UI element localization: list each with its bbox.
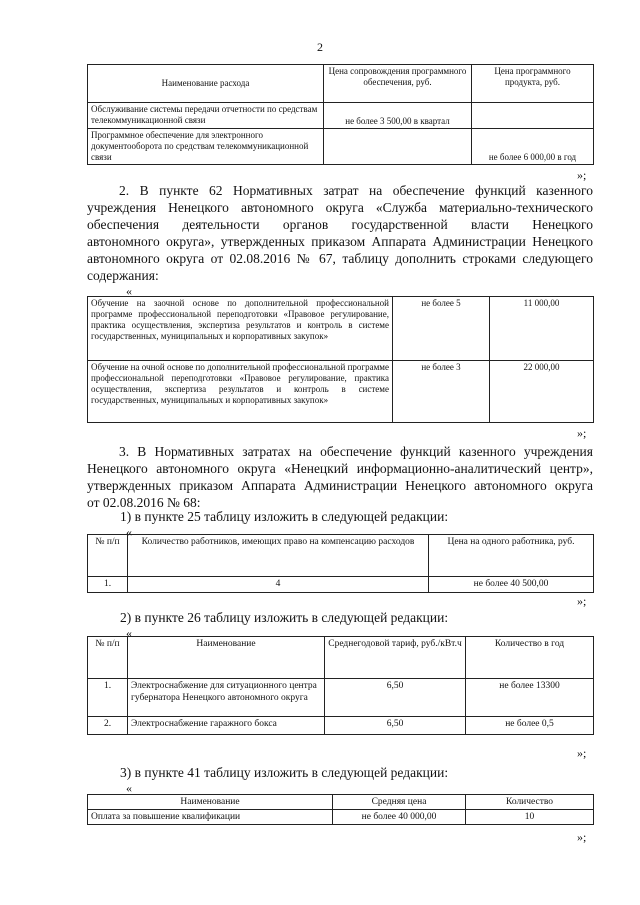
table-cell: не более 0,5 [466, 717, 594, 735]
table-cell: Обслуживание системы передачи отчетности по средствам телекоммуникационной связи [88, 103, 324, 129]
table-cell: Обучение на очной основе по дополнительной профессиональной программе профессиональной переподготовки «Правовое регулирование, практика осуществления, экспертиза результатов и контроль в системе государственных, муниципальных и корпоративных закупок» [88, 361, 393, 423]
page-number: 2 [317, 40, 323, 54]
paragraph-3 [87, 443, 593, 511]
closing-quote: »; [577, 830, 587, 844]
table-cell: 6,50 [325, 679, 466, 717]
closing-quote: »; [577, 426, 587, 440]
opening-quote: « [126, 525, 132, 539]
table-cell: 11 000,00 [490, 297, 594, 361]
col-header-number: № п/п [88, 637, 128, 679]
col-header-average-price: Средняя цена [333, 795, 466, 810]
table-cell: Оплата за повышение квалификации [88, 810, 333, 825]
compensation-table [87, 534, 594, 593]
item-1-text: 1) в пункте 25 таблицу изложить в следующей редакции: [120, 509, 449, 524]
table-cell: не более 6 000,00 в год [472, 129, 594, 165]
table-cell [324, 129, 472, 165]
table-cell: Электроснабжение для ситуационного центра губернатора Ненецкого автономного округа [128, 679, 325, 717]
text-line: от 02.08.2016 № 68: [87, 495, 201, 510]
table-cell: не более 5 [393, 297, 490, 361]
col-header-price-per-employee: Цена на одного работника, руб. [429, 535, 594, 577]
text-line: 2. В пункте 62 Нормативных затрат на обеспечение функций казенного [119, 183, 593, 198]
item-2-text: 2) в пункте 26 таблицу изложить в следующей редакции: [120, 610, 449, 625]
col-header-support-price: Цена сопровождения программного обеспечения, руб. [324, 65, 472, 103]
table-cell: не более 3 [393, 361, 490, 423]
table-cell: 2. [88, 717, 128, 735]
table-cell: 4 [128, 577, 429, 593]
text-line: обеспечения деятельности органов государственной власти Ненецкого [87, 217, 593, 232]
text-line: содержания: [87, 268, 159, 283]
qualification-table [87, 794, 594, 825]
paragraph-2 [87, 182, 593, 284]
table-cell: не более 3 500,00 в квартал [324, 103, 472, 129]
software-cost-table [87, 64, 594, 165]
col-header-tariff: Среднегодовой тариф, руб./кВт.ч [325, 637, 466, 679]
table-cell: 1. [88, 577, 128, 593]
table-cell [472, 103, 594, 129]
closing-quote: »; [577, 168, 587, 182]
text-line: автономного округа», утвержденных приказом Аппарата Администрации Ненецкого [87, 234, 593, 249]
table-cell: Обучение на заочной основе по дополнительной профессиональной программе профессиональной переподготовки «Правовое регулирование, практика осуществления, экспертиза результатов и контроль в системе государственных, муниципальных и корпоративных закупок» [88, 297, 393, 361]
item-3-text: 3) в пункте 41 таблицу изложить в следующей редакции: [120, 765, 449, 780]
col-header-product-price: Цена программного продукта, руб. [472, 65, 594, 103]
opening-quote: « [126, 626, 132, 640]
col-header-name: Наименование [88, 795, 333, 810]
table-cell: 6,50 [325, 717, 466, 735]
closing-quote: »; [577, 746, 587, 760]
col-header-expense-name: Наименование расхода [88, 65, 324, 103]
col-header-employees: Количество работников, имеющих право на компенсацию расходов [128, 535, 429, 577]
col-header-quantity: Количество в год [466, 637, 594, 679]
training-table [87, 296, 594, 423]
text-line: автономного округа от 02.08.2016 № 67, таблицу дополнить строками следующего [87, 251, 593, 266]
opening-quote: « [126, 284, 132, 298]
col-header-name: Наименование [128, 637, 325, 679]
text-line: 3. В Нормативных затратах на обеспечение функций казенного учреждения [119, 444, 593, 459]
text-line: Ненецкого автономного округа «Ненецкий информационно-аналитический центр», [87, 461, 593, 476]
table-cell: не более 13300 [466, 679, 594, 717]
col-header-quantity: Количество [466, 795, 594, 810]
table-cell: Программное обеспечение для электронного документооборота по средствам телекоммуникационной связи [88, 129, 324, 165]
table-cell: 1. [88, 679, 128, 717]
table-cell: не более 40 500,00 [429, 577, 594, 593]
col-header-number: № п/п [88, 535, 128, 577]
table-cell: 10 [466, 810, 594, 825]
opening-quote: « [126, 781, 132, 795]
table-cell: Электроснабжение гаражного бокса [128, 717, 325, 735]
electricity-table [87, 636, 594, 735]
text-line: утвержденных приказом Аппарата Администрации Ненецкого автономного округа [87, 478, 593, 493]
table-cell: 22 000,00 [490, 361, 594, 423]
text-line: учреждения Ненецкого автономного округа «Служба материально-технического [87, 200, 593, 215]
table-cell: не более 40 000,00 [333, 810, 466, 825]
closing-quote: »; [577, 594, 587, 608]
